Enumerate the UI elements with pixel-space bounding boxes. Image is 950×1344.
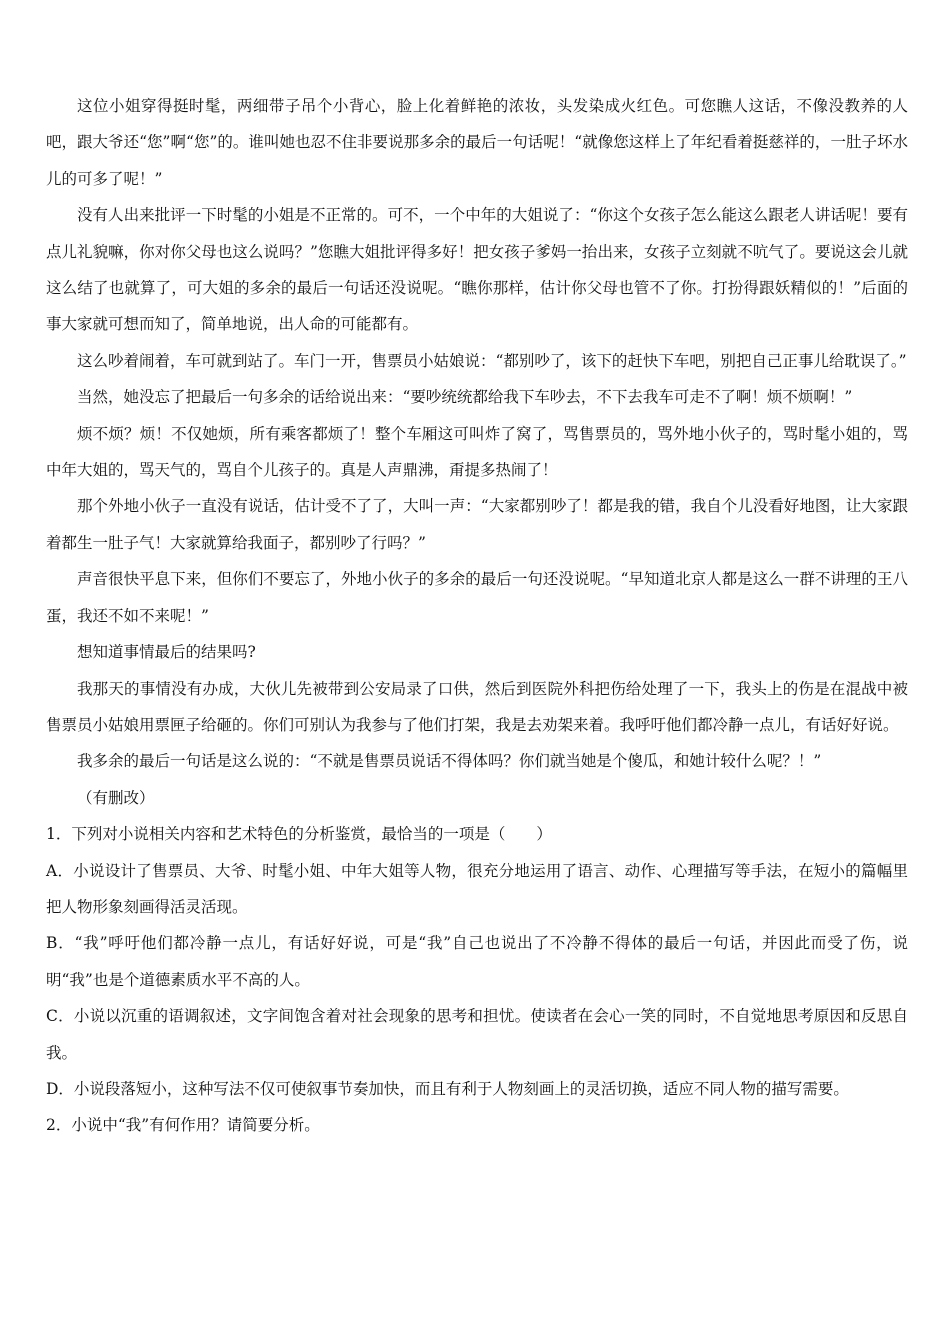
question-1-option-b: B．“我”呼吁他们都冷静一点儿，有话好好说，可是“我”自己也说出了不冷静不得体的最后一句话，并因此而受了伤，说明“我”也是个道德素质水平不高的人。 xyxy=(46,934,908,989)
story-paragraph-9: 我那天的事情没有办成，大伙儿先被带到公安局录了口供，然后到医院外科把伤给处理了一下，我头上的伤是在混战中被售票员小姑娘用票匣子给砸的。你们可别认为我参与了他们打架，我是去劝架来着。我呼吁他们都冷静一点儿，有话好好说。 xyxy=(46,679,908,734)
question-1-option-c: C．小说以沉重的语调叙述，文字间饱含着对社会现象的思考和担忧。使读者在会心一笑的同时，不自觉地思考原因和反思自我。 xyxy=(46,1007,908,1062)
question-1-option-d: D．小说段落短小，这种写法不仅可使叙事节奏加快，而且有利于人物刻画上的灵活切换，适应不同人物的描写需要。 xyxy=(46,1079,849,1098)
edit-note: （有删改） xyxy=(77,788,155,807)
story-paragraph-4: 当然，她没忘了把最后一句多余的话给说出来：“要吵统统都给我下车吵去，不下去我车可走不了啊！烦不烦啊！” xyxy=(77,388,853,407)
story-paragraph-7: 声音很快平息下来，但你们不要忘了，外地小伙子的多余的最后一句还没说呢。“早知道北京人都是这么一群不讲理的王八蛋，我还不如不来呢！” xyxy=(46,570,908,625)
story-paragraph-8: 想知道事情最后的结果吗? xyxy=(77,643,256,662)
story-paragraph-2: 没有人出来批评一下时髦的小姐是不正常的。可不，一个中年的大姐说了：“你这个女孩子怎么能这么跟老人讲话呢！要有点儿礼貌嘛，你对你父母也这么说吗？”您瞧大姐批评得多好！把女孩子爹妈一抬出来，女孩子立刻就不吭气了。要说这会儿就这么结了也就算了，可大姐的多余的最后一句话还没说呢。“瞧你那样，估计你父母也管不了你。打扮得跟妖精似的！”后面的事大家就可想而知了，简单地说，出人命的可能都有。 xyxy=(46,206,908,334)
story-paragraph-6: 那个外地小伙子一直没有说话，估计受不了了，大叫一声：“大家都别吵了！都是我的错，我自个儿没看好地图，让大家跟着都生一肚子气！大家就算给我面子，都别吵了行吗？” xyxy=(46,497,908,552)
story-paragraph-3: 这么吵着闹着，车可就到站了。车门一开，售票员小姑娘说：“都别吵了，该下的赶快下车吧，别把自己正事儿给耽误了。” xyxy=(77,351,907,370)
document-page xyxy=(46,88,908,1144)
question-1-stem: 1．下列对小说相关内容和艺术特色的分析鉴赏，最恰当的一项是（ ） xyxy=(46,825,552,844)
question-2-stem: 2．小说中“我”有何作用？请简要分析。 xyxy=(46,1116,320,1135)
story-paragraph-1: 这位小姐穿得挺时髦，两细带子吊个小背心，脸上化着鲜艳的浓妆，头发染成火红色。可您瞧人这话，不像没教养的人吧，跟大爷还“您”啊“您”的。谁叫她也忍不住非要说那多余的最后一句话呢！“就像您这样上了年纪看着挺慈祥的，一肚子坏水儿的可多了呢！” xyxy=(46,97,908,188)
story-paragraph-5: 烦不烦？烦！不仅她烦，所有乘客都烦了！整个车厢这可叫炸了窝了，骂售票员的，骂外地小伙子的，骂时髦小姐的，骂中年大姐的，骂天气的，骂自个儿孩子的。真是人声鼎沸，甭提多热闹了！ xyxy=(46,424,908,480)
question-1-option-a: A．小说设计了售票员、大爷、时髦小姐、中年大姐等人物，很充分地运用了语言、动作、心理描写等手法，在短小的篇幅里把人物形象刻画得活灵活现。 xyxy=(46,861,908,916)
story-paragraph-10: 我多余的最后一句话是这么说的：“不就是售票员说话不得体吗？你们就当她是个傻瓜，和她计较什么呢？！” xyxy=(77,752,822,771)
